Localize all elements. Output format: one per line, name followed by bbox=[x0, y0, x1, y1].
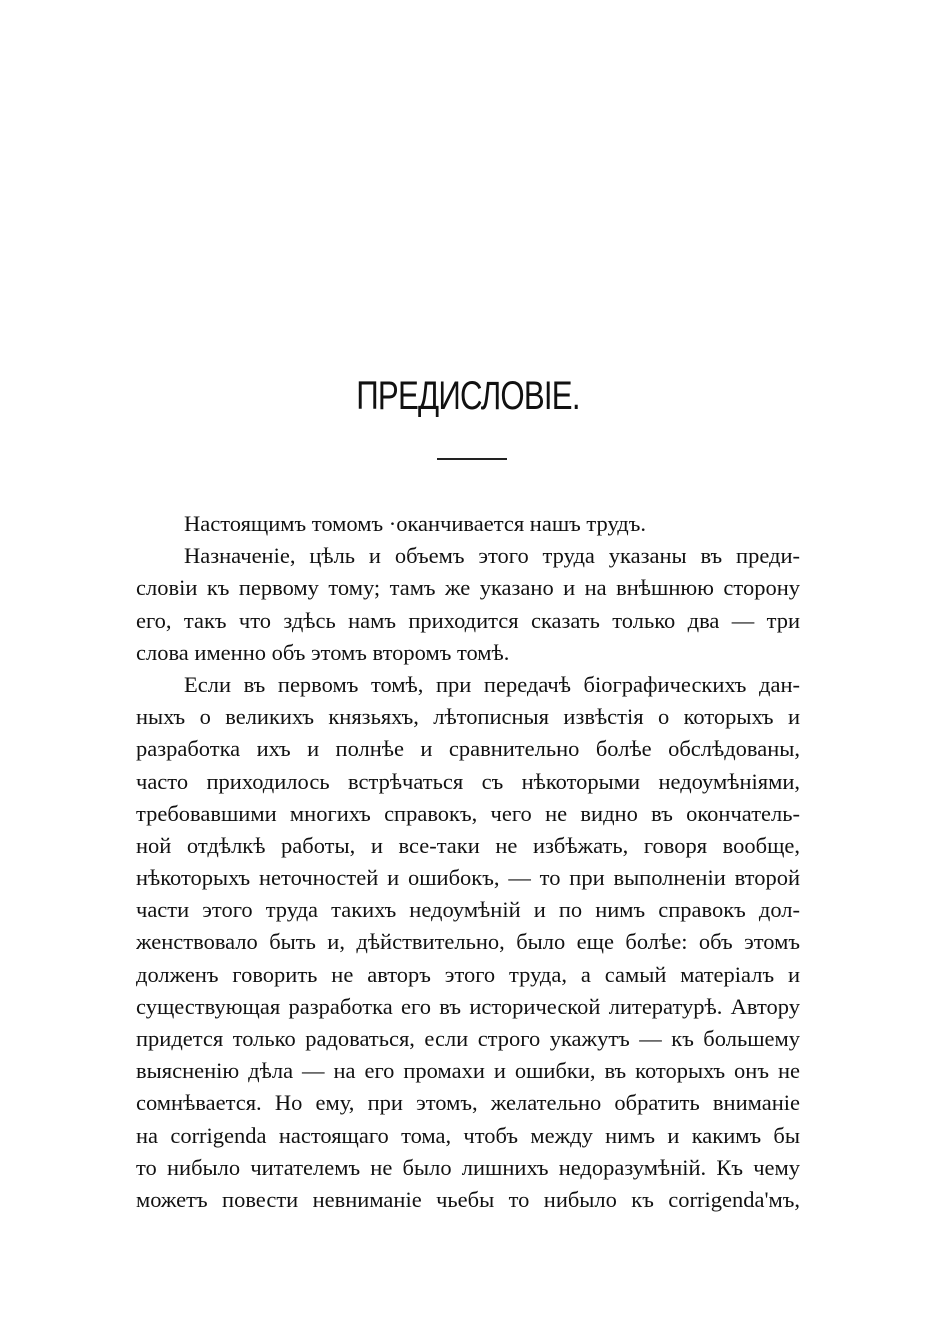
text-line: ной отдѣлкѣ работы, и все-таки не избѣжать, говоря вообще, bbox=[136, 832, 800, 858]
text-line: части этого труда такихъ недоумѣній и по нимъ справокъ дол- bbox=[136, 897, 800, 923]
text-line: слова именно объ этомъ второмъ томѣ. bbox=[136, 639, 510, 665]
text-line: можетъ повести невниманіе чьебы то нибыло къ corrigenda'мъ, bbox=[136, 1186, 800, 1212]
text-line: его, такъ что здѣсь намъ приходится сказать только два — три bbox=[136, 607, 800, 633]
text-line: нѣкоторыхъ неточностей и ошибокъ, — то при выполненіи второй bbox=[136, 865, 800, 891]
body-text bbox=[136, 508, 800, 1216]
text-line: то нибыло читателемъ не было лишнихъ недоразумѣній. Къ чему bbox=[136, 1154, 800, 1180]
text-line: выясненію дѣла — на его промахи и ошибки, въ которыхъ онъ не bbox=[136, 1058, 800, 1084]
text-line: часто приходилось встрѣчаться съ нѣкоторыми недоумѣніями, bbox=[136, 768, 800, 794]
text-line: сомнѣвается. Но ему, при этомъ, желательно обратить вниманіе bbox=[136, 1090, 800, 1116]
text-line: придется только радоваться, если строго укажутъ — къ большему bbox=[136, 1026, 800, 1051]
text-line: женствовало быть и, дѣйствительно, было еще болѣе: объ этомъ bbox=[136, 929, 800, 955]
text-line: долженъ говорить не авторъ этого труда, а самый матеріалъ и bbox=[136, 961, 800, 987]
text-line: на corrigenda настоящаго тома, чтобъ между нимъ и какимъ бы bbox=[136, 1122, 800, 1148]
text-line: требовавшими многихъ справокъ, чего не видно въ окончатель- bbox=[136, 800, 800, 826]
text-line: Назначеніе, цѣль и объемъ этого труда указаны въ преди- bbox=[184, 543, 800, 569]
text-line: ныхъ о великихъ князьяхъ, лѣтописныя извѣстія о которыхъ и bbox=[136, 704, 800, 730]
text-line: Если въ первомъ томѣ, при передачѣ біографическихъ дан- bbox=[184, 671, 800, 697]
text-line: существующая разработка его въ исторической литературѣ. Автору bbox=[136, 993, 800, 1019]
page-title: ПРЕДИСЛОВІЕ. bbox=[356, 374, 580, 418]
text-line: словіи къ первому тому; тамъ же указано и на внѣшнюю сторону bbox=[136, 575, 800, 601]
text-line: Настоящимъ томомъ ·оканчивается нашъ трудъ. bbox=[184, 511, 647, 536]
text-line: разработка ихъ и полнѣе и сравнительно болѣе обслѣдованы, bbox=[136, 736, 800, 762]
title-divider bbox=[437, 458, 507, 460]
